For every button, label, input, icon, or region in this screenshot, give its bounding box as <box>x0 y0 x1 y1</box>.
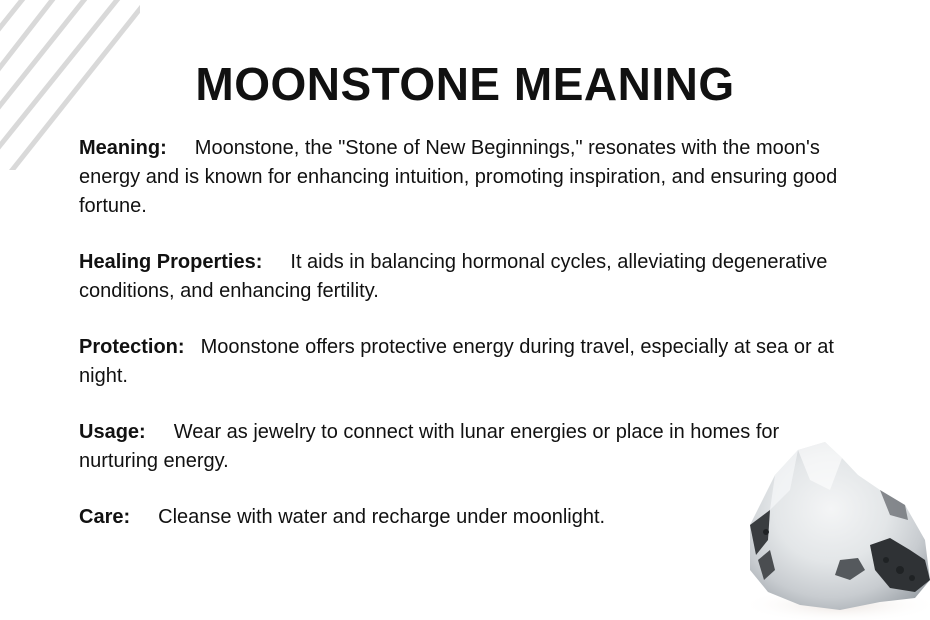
section-label: Healing Properties: <box>79 251 263 273</box>
section-healing-properties <box>79 248 849 306</box>
moonstone-rock-image <box>730 420 930 620</box>
section-text: Moonstone, the "Stone of New Beginnings," resonates with the moon's energy and is known for enhancing intuition, promoting inspiration, and ensuring good fortune. <box>79 137 838 217</box>
section-protection <box>79 333 849 391</box>
section-label: Protection: <box>79 336 185 358</box>
section-label: Meaning: <box>79 137 167 159</box>
section-text: Wear as jewelry to connect with lunar energies or place in homes for nurturing energy. <box>79 421 780 472</box>
page-title: MOONSTONE MEANING <box>195 58 735 110</box>
section-text: It aids in balancing hormonal cycles, alleviating degenerative conditions, and enhancing fertility. <box>79 251 828 302</box>
section-label: Care: <box>79 506 131 528</box>
section-label: Usage: <box>79 421 146 443</box>
section-text: Moonstone offers protective energy during travel, especially at sea or at night. <box>79 336 834 387</box>
section-meaning <box>79 134 849 221</box>
section-text: Cleanse with water and recharge under moonlight. <box>158 506 606 528</box>
